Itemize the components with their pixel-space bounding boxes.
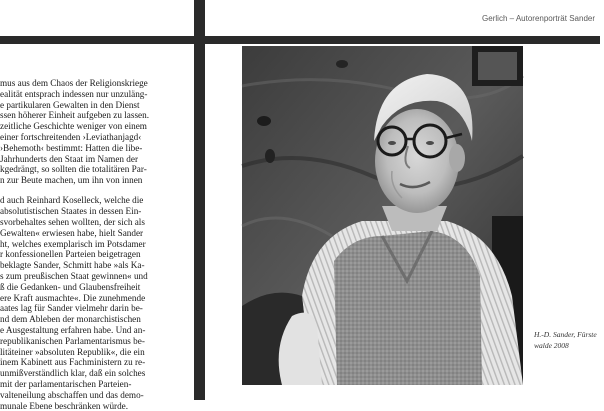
text-line: Gewalten« erwiesen habe, hielt Sander: [0, 227, 144, 238]
text-line: litäteiner »absoluten Republik«, die ein: [0, 346, 145, 357]
text-line: unmißverständlich klar, daß ein solches: [0, 368, 146, 379]
text-line: mit der parlamentarischen Parteien-: [0, 379, 132, 390]
paragraph-gap: [0, 186, 194, 196]
text-line: ssen höherer Einheit aufgeben zu lassen.: [0, 110, 149, 121]
text-line: d auch Reinhard Koselleck, welche die: [0, 195, 144, 206]
page-gutter: [194, 0, 205, 400]
text-line: zeitliche Geschichte weniger von einem: [0, 121, 147, 132]
text-line: ›Behemoth‹ bestimmt: Hatten die libe-: [0, 142, 143, 153]
text-line: munale Ebene beschränken würde.: [0, 400, 129, 411]
text-line: beklagte Sander, Schmitt habe »als Ka-: [0, 260, 145, 271]
body-text-column: [0, 78, 194, 411]
caption-line: walde 2008: [534, 340, 569, 350]
text-line: inem Kabinett aus Fachministern zu re-: [0, 357, 146, 368]
portrait-photo: [242, 46, 523, 385]
right-page: [205, 0, 600, 400]
text-line: nd dem Ableben der monarchistischen: [0, 314, 141, 325]
text-line: ß die Gedanken- und Glaubensfreiheit: [0, 281, 141, 292]
text-line: svorbehaltes sehen wollten, der sich als: [0, 217, 145, 228]
text-line: mus aus dem Chaos der Religionskriege: [0, 78, 148, 88]
caption-line: H.-D. Sander, Fürste: [534, 330, 597, 339]
left-header-rule: [0, 36, 194, 44]
running-head: Gerlich – Autorenporträt Sander: [482, 14, 595, 23]
text-line: ealität entsprach indessen nur unzuläng-: [0, 88, 148, 99]
text-line: Jahrhunderts den Staat im Namen der: [0, 153, 139, 164]
text-line: aates lag für Sander vielmehr darin be-: [0, 303, 143, 314]
text-line: n zur Beute machen, um ihn von innen: [0, 175, 143, 186]
text-line: republikanischen Parlamentarismus be-: [0, 335, 145, 346]
photo-caption: [534, 330, 604, 351]
text-line: r konfessionellen Parteien beigetragen: [0, 249, 141, 260]
text-line: kgedrängt, so sollten die totalitären Par-: [0, 164, 147, 175]
text-line: einer fortschreitenden ›Leviathanjagd‹: [0, 131, 142, 142]
text-line: ere Kraft ausmachte«. Die zunehmende: [0, 292, 146, 303]
text-line: ht, welches exemplarisch im Potsdamer: [0, 238, 146, 249]
left-page: [0, 0, 194, 411]
text-line: valteneilung abschaffen und das demo-: [0, 389, 144, 400]
text-line: s zum preußischen Staat gewinnen« und: [0, 271, 148, 282]
text-line: e partikularen Gewalten in den Dienst: [0, 99, 140, 110]
right-header-rule: [205, 36, 600, 44]
text-line: absolutistischen Staates in dessen Ein-: [0, 206, 142, 217]
text-line: e Ausgestaltung erfahren habe. Und an-: [0, 325, 146, 336]
